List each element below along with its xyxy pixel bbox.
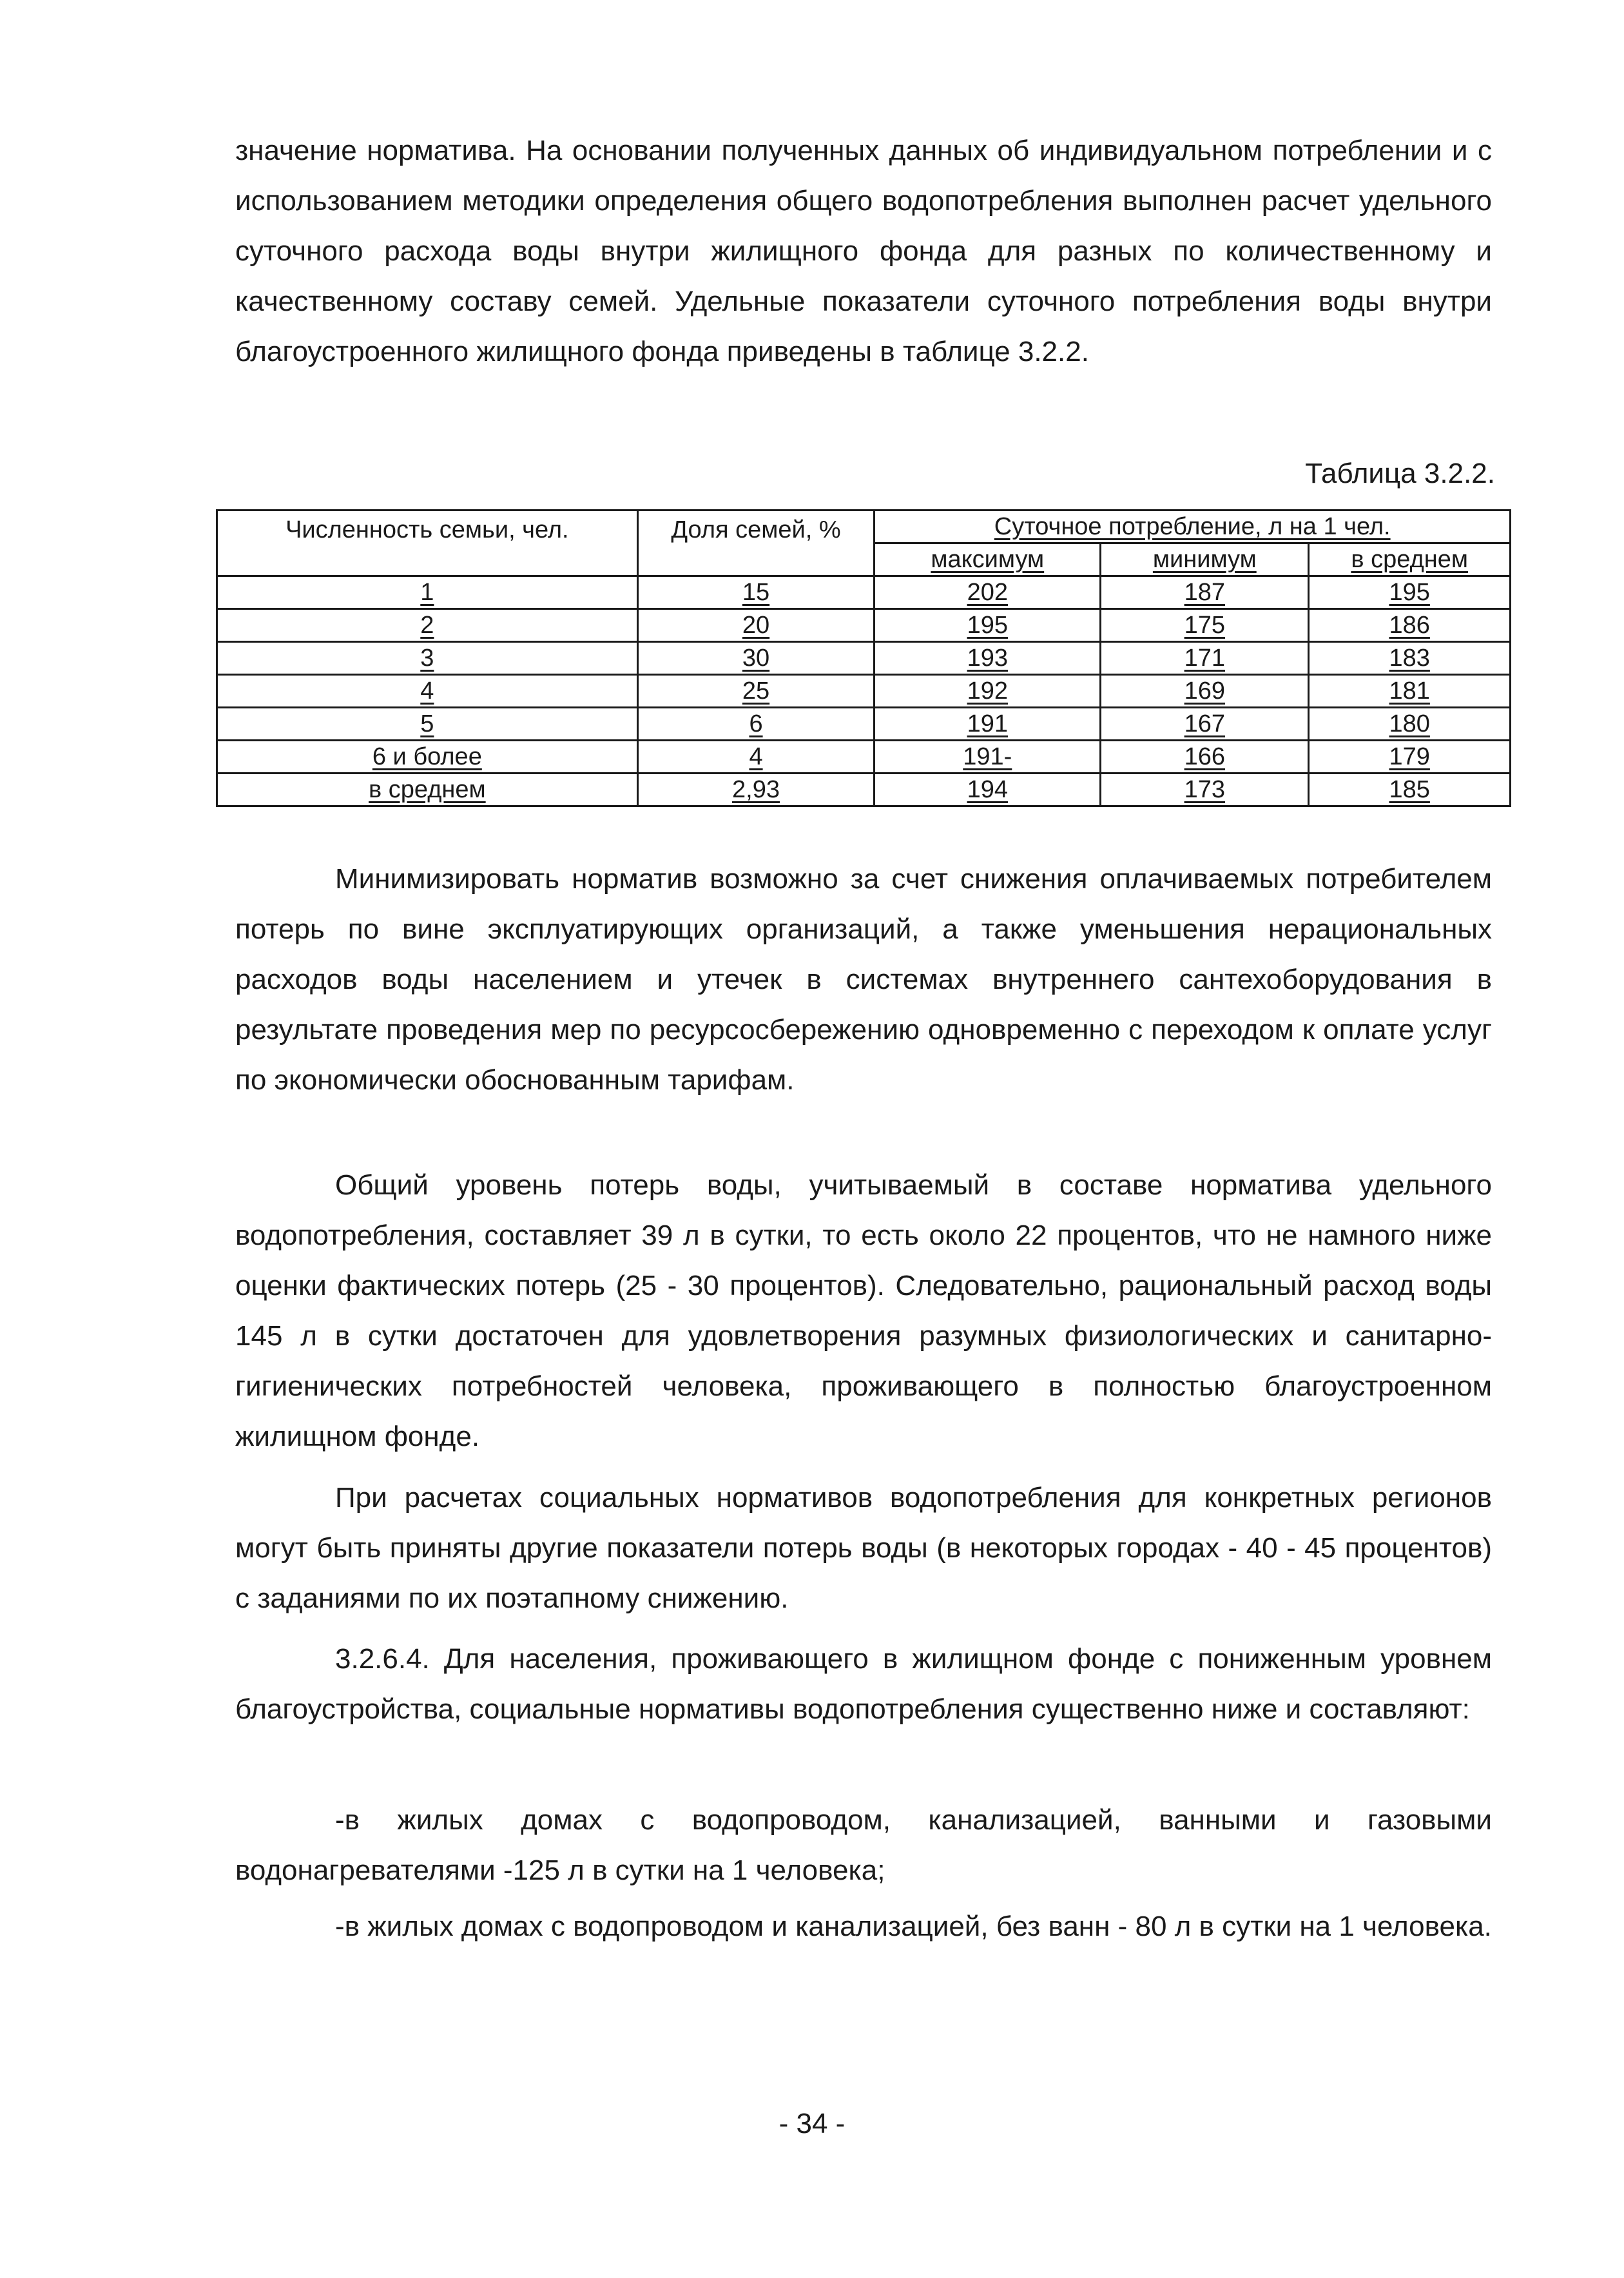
cell-avg: 186 <box>1309 609 1511 642</box>
header-family-size: Численность семьи, чел. <box>217 511 638 576</box>
paragraph-intro: значение норматива. На основании полученных данных об индивидуальном потреблении и с использованием методики определения общего водопотребления выполнен расчет удельного суточного расхода воды внутри жилищного фонда для разных по количественному и качественному составу семей. Удельные показатели суточного потребления воды внутри благоустроенного жилищного фонда приведены в таблице 3.2.2. <box>235 135 1492 367</box>
cell-share: 2,93 <box>637 774 875 806</box>
cell-max: 202 <box>875 576 1101 609</box>
cell-max: 192 <box>875 675 1101 708</box>
paragraph-regions: При расчетах социальных нормативов водопотребления для конкретных регионов могут быть приняты другие показатели потерь воды (в некоторых городах - 40 - 45 процентов) с заданиями по их поэтапному снижению. <box>235 1482 1492 1614</box>
cell-max: 194 <box>875 774 1101 806</box>
cell-max: 191 <box>875 708 1101 741</box>
cell-size: 6 и более <box>217 741 638 774</box>
paragraph-item-gas-heaters: -в жилых домах с водопроводом, канализацией, ванными и газовыми водонагревателями -125 л в сутки на 1 человека; <box>235 1804 1492 1886</box>
consumption-table <box>216 509 1511 807</box>
header-min: минимум <box>1101 543 1309 576</box>
header-avg: в среднем <box>1309 543 1511 576</box>
paragraph-section-3-2-6-4: 3.2.6.4. Для населения, проживающего в жилищном фонде с пониженным уровнем благоустройства, социальные нормативы водопотребления существенно ниже и составляют: <box>235 1643 1492 1725</box>
cell-min: 166 <box>1101 741 1309 774</box>
cell-share: 30 <box>637 642 875 675</box>
table-row <box>217 741 1511 774</box>
cell-max: 193 <box>875 642 1101 675</box>
table-row <box>217 576 1511 609</box>
cell-avg: 179 <box>1309 741 1511 774</box>
cell-size: 2 <box>217 609 638 642</box>
cell-avg: 181 <box>1309 675 1511 708</box>
cell-max: 195 <box>875 609 1101 642</box>
cell-size: 5 <box>217 708 638 741</box>
cell-size: 3 <box>217 642 638 675</box>
cell-size: 1 <box>217 576 638 609</box>
cell-share: 25 <box>637 675 875 708</box>
table-row <box>217 642 1511 675</box>
cell-share: 4 <box>637 741 875 774</box>
page-number: - 34 - <box>778 2108 846 2139</box>
cell-min: 167 <box>1101 708 1309 741</box>
cell-min: 175 <box>1101 609 1309 642</box>
cell-min: 171 <box>1101 642 1309 675</box>
cell-share: 20 <box>637 609 875 642</box>
table-row <box>217 609 1511 642</box>
table-header-row <box>217 511 1511 543</box>
cell-avg: 185 <box>1309 774 1511 806</box>
cell-share: 15 <box>637 576 875 609</box>
cell-max: 191- <box>875 741 1101 774</box>
cell-share: 6 <box>637 708 875 741</box>
table-row <box>217 708 1511 741</box>
cell-min: 187 <box>1101 576 1309 609</box>
header-share: Доля семей, % <box>637 511 875 576</box>
cell-min: 169 <box>1101 675 1309 708</box>
paragraph-losses: Общий уровень потерь воды, учитываемый в составе норматива удельного водопотребления, составляет 39 л в сутки, то есть около 22 процентов, что не намного ниже оценки фактических потерь (25 - 30 процентов). Следовательно, рациональный расход воды 145 л в сутки достаточен для удовлетворения разумных физиологических и санитарно-гигиенических потребностей человека, проживающего в полностью благоустроенном жилищном фонде. <box>235 1169 1492 1452</box>
cell-size: 4 <box>217 675 638 708</box>
paragraph-minimize: Минимизировать норматив возможно за счет снижения оплачиваемых потребителем потерь по вине эксплуатирующих организаций, а также уменьшения нерациональных расходов воды населением и утечек в системах внутреннего сантехоборудования в результате проведения мер по ресурсосбережению одновременно с переходом к оплате услуг по экономически обоснованным тарифам. <box>235 863 1492 1096</box>
header-daily-consumption: Суточное потребление, л на 1 чел. <box>875 511 1511 543</box>
cell-size: в среднем <box>217 774 638 806</box>
cell-min: 173 <box>1101 774 1309 806</box>
header-max: максимум <box>875 543 1101 576</box>
table-row <box>217 675 1511 708</box>
cell-avg: 183 <box>1309 642 1511 675</box>
cell-avg: 180 <box>1309 708 1511 741</box>
paragraph-item-no-baths: -в жилых домах с водопроводом и канализацией, без ванн - 80 л в сутки на 1 человека. <box>335 1911 1492 1942</box>
cell-avg: 195 <box>1309 576 1511 609</box>
table-row-average <box>217 774 1511 806</box>
table-caption: Таблица 3.2.2. <box>1305 458 1495 489</box>
